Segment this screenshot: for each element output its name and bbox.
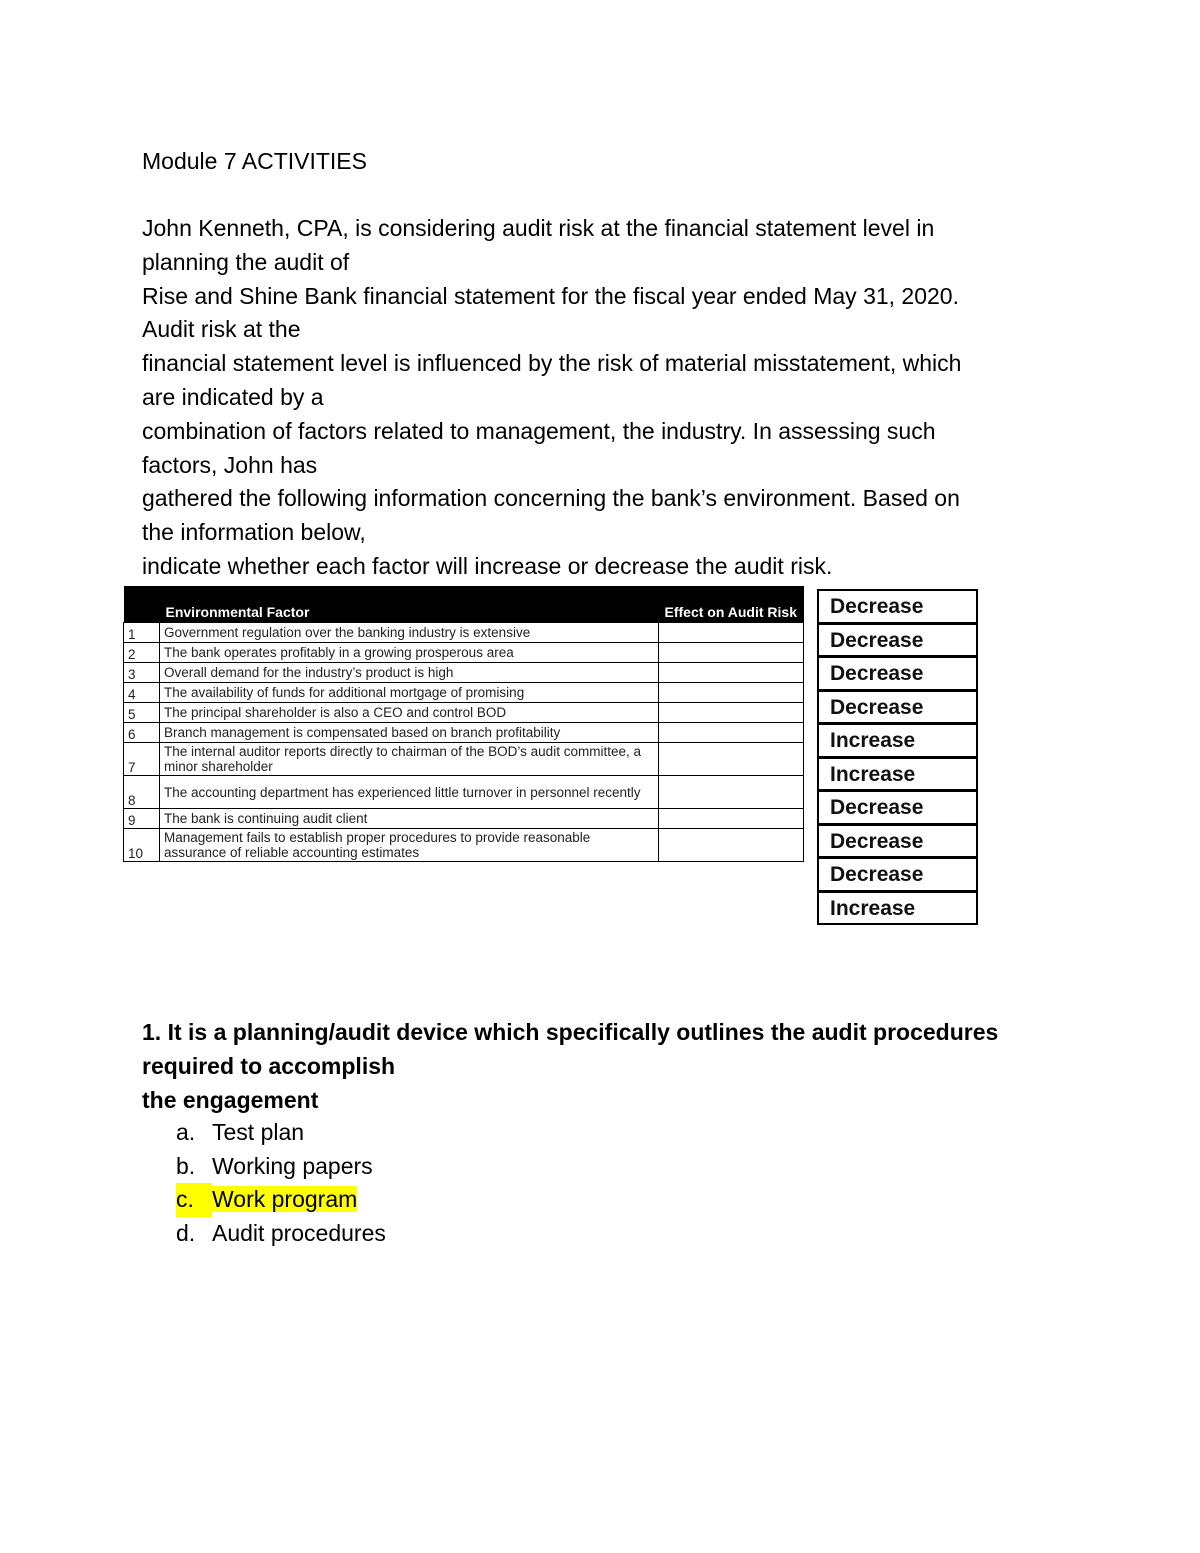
option-letter: d. (176, 1219, 196, 1246)
header-effect-on-audit-risk: Effect on Audit Risk (659, 586, 804, 623)
row-factor: The bank operates profitably in a growing prosperous area (160, 643, 659, 663)
question-1 (142, 1015, 1062, 1117)
row-effect-cell (659, 663, 804, 683)
answer-box: Decrease (817, 589, 978, 624)
intro-line: combination of factors related to management, the industry. In assessing such (142, 417, 936, 444)
intro-line: planning the audit of (142, 248, 350, 275)
row-factor: The internal auditor reports directly to chairman of the BOD’s audit committee, a minor shareholder (160, 743, 659, 776)
table-row (124, 643, 804, 663)
answer-box: Decrease (817, 857, 978, 892)
option-text: Test plan (212, 1119, 305, 1145)
table-row (124, 703, 804, 723)
row-number: 1 (124, 623, 160, 643)
intro-line: the information below, (142, 519, 366, 546)
answer-box: Increase (817, 757, 978, 792)
row-effect-cell (659, 743, 804, 776)
intro-line: John Kenneth, CPA, is considering audit risk at the financial statement level in (142, 215, 935, 241)
page-title: Module 7 ACTIVITIES (142, 148, 367, 174)
option-letter: b. (176, 1152, 196, 1179)
question-line: 1. It is a planning/audit device which specifically outlines the audit procedures (142, 1019, 999, 1045)
row-number: 6 (124, 723, 160, 743)
option-b (176, 1150, 386, 1184)
row-factor: The bank is continuing audit client (160, 809, 659, 829)
row-factor: Branch management is compensated based on branch profitability (160, 723, 659, 743)
row-number: 4 (124, 683, 160, 703)
option-text: Audit procedures (212, 1219, 386, 1246)
answer-box: Decrease (817, 623, 978, 658)
row-factor: The accounting department has experienced little turnover in personnel recently (160, 776, 659, 809)
row-effect-cell (659, 643, 804, 663)
header-number (124, 586, 160, 623)
row-effect-cell (659, 776, 804, 809)
option-letter: c. (176, 1183, 212, 1217)
row-effect-cell (659, 683, 804, 703)
row-effect-cell (659, 623, 804, 643)
intro-line: Rise and Shine Bank financial statement for the fiscal year ended May 31, 2020. (142, 282, 959, 309)
row-number: 5 (124, 703, 160, 723)
table-row (124, 683, 804, 703)
option-text: Work program (212, 1186, 358, 1212)
question-line: the engagement (142, 1087, 319, 1113)
answer-column (817, 589, 978, 925)
intro-paragraph (142, 212, 1072, 584)
option-a (176, 1116, 386, 1150)
question-line: required to accomplish (142, 1053, 396, 1079)
row-factor: The principal shareholder is also a CEO and control BOD (160, 703, 659, 723)
table-row (124, 809, 804, 829)
intro-line: gathered the following information concerning the bank’s environment. Based on (142, 485, 960, 512)
option-d (176, 1217, 386, 1251)
option-text: Working papers (212, 1152, 373, 1179)
row-number: 9 (124, 809, 160, 829)
answer-box: Decrease (817, 690, 978, 725)
table-row (124, 829, 804, 862)
intro-line: financial statement level is influenced by the risk of material misstatement, which (142, 350, 962, 377)
row-factor: The availability of funds for additional mortgage of promising (160, 683, 659, 703)
row-number: 10 (124, 829, 160, 862)
table-row (124, 663, 804, 683)
intro-line: Audit risk at the (142, 316, 301, 343)
row-number: 2 (124, 643, 160, 663)
answer-options (176, 1116, 386, 1250)
table-row (124, 723, 804, 743)
answer-box: Decrease (817, 656, 978, 691)
intro-line: indicate whether each factor will increase or decrease the audit risk. (142, 552, 833, 579)
intro-line: are indicated by a (142, 383, 324, 410)
table-row (124, 743, 804, 776)
row-effect-cell (659, 829, 804, 862)
row-effect-cell (659, 723, 804, 743)
answer-box: Increase (817, 891, 978, 926)
row-factor: Overall demand for the industry’s product is high (160, 663, 659, 683)
answer-box: Increase (817, 723, 978, 758)
row-number: 3 (124, 663, 160, 683)
intro-line: factors, John has (142, 451, 318, 478)
header-environmental-factor: Environmental Factor (160, 586, 659, 623)
row-number: 8 (124, 776, 160, 809)
answer-box: Decrease (817, 824, 978, 859)
table-row (124, 623, 804, 643)
environmental-factor-table (123, 586, 804, 862)
row-factor: Management fails to establish proper procedures to provide reasonable assurance of reliable accounting estimates (160, 829, 659, 862)
row-effect-cell (659, 703, 804, 723)
row-effect-cell (659, 809, 804, 829)
answer-box: Decrease (817, 790, 978, 825)
row-factor: Government regulation over the banking industry is extensive (160, 623, 659, 643)
table-row (124, 776, 804, 809)
option-c-highlighted (176, 1183, 386, 1217)
row-number: 7 (124, 743, 160, 776)
table-header-row (124, 586, 804, 623)
option-letter: a. (176, 1119, 196, 1145)
